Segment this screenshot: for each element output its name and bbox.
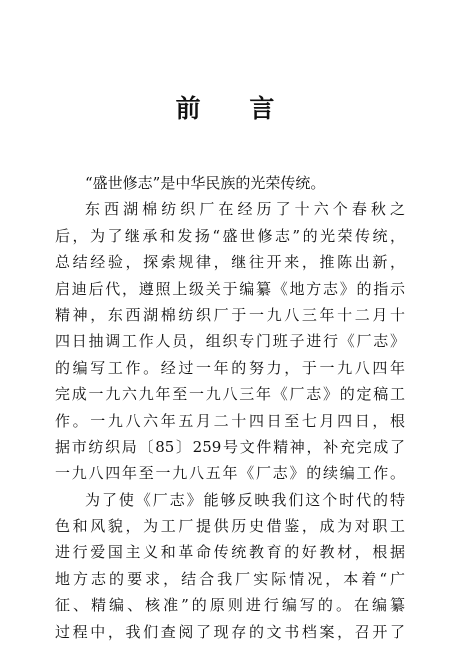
text-line: 地方志的要求，结合我厂实际情况，本着“广	[55, 569, 405, 588]
text-line: 征、精编、核准”的原则进行编写的。在编纂	[55, 596, 405, 615]
page-title: 前 言	[175, 94, 295, 123]
text-line: 据市纺织局〔85〕259号文件精神，补充完成了	[55, 437, 405, 456]
text-line: 一九八四年至一九八五年《厂志》的续编工作。	[55, 464, 405, 483]
text-line: 四日抽调工作人员，组织专门班子进行《厂志》	[55, 332, 405, 351]
text-line: 总结经验，探索规律，继往开来，推陈出新，	[55, 253, 405, 272]
preface-body	[55, 170, 405, 645]
text-line: 作。一九八六年五月二十四日至七月四日，根	[55, 411, 405, 430]
text-line: “盛世修志”是中华民族的光荣传统。	[85, 174, 326, 192]
text-line: 的编写工作。经过一年的努力，于一九八四年	[55, 358, 405, 377]
text-line: 后，为了继承和发扬“盛世修志”的光荣传统，	[55, 226, 405, 245]
text-line: 为了使《厂志》能够反映我们这个时代的特	[85, 490, 405, 509]
text-line: 东西湖棉纺织厂在经历了十六个春秋之	[85, 200, 405, 219]
text-line: 过程中，我们查阅了现存的文书档案，召开了	[55, 622, 405, 641]
text-line: 进行爱国主义和革命传统教育的好教材，根据	[55, 543, 405, 562]
text-line: 完成一九六九年至一九八三年《厂志》的定稿工	[55, 385, 405, 404]
text-line: 精神，东西湖棉纺织厂于一九八三年十二月十	[55, 305, 405, 324]
text-line: 启迪后代，遵照上级关于编纂《地方志》的指示	[55, 279, 405, 298]
text-line: 色和风貌，为工厂提供历史借鉴，成为对职工	[55, 517, 405, 536]
